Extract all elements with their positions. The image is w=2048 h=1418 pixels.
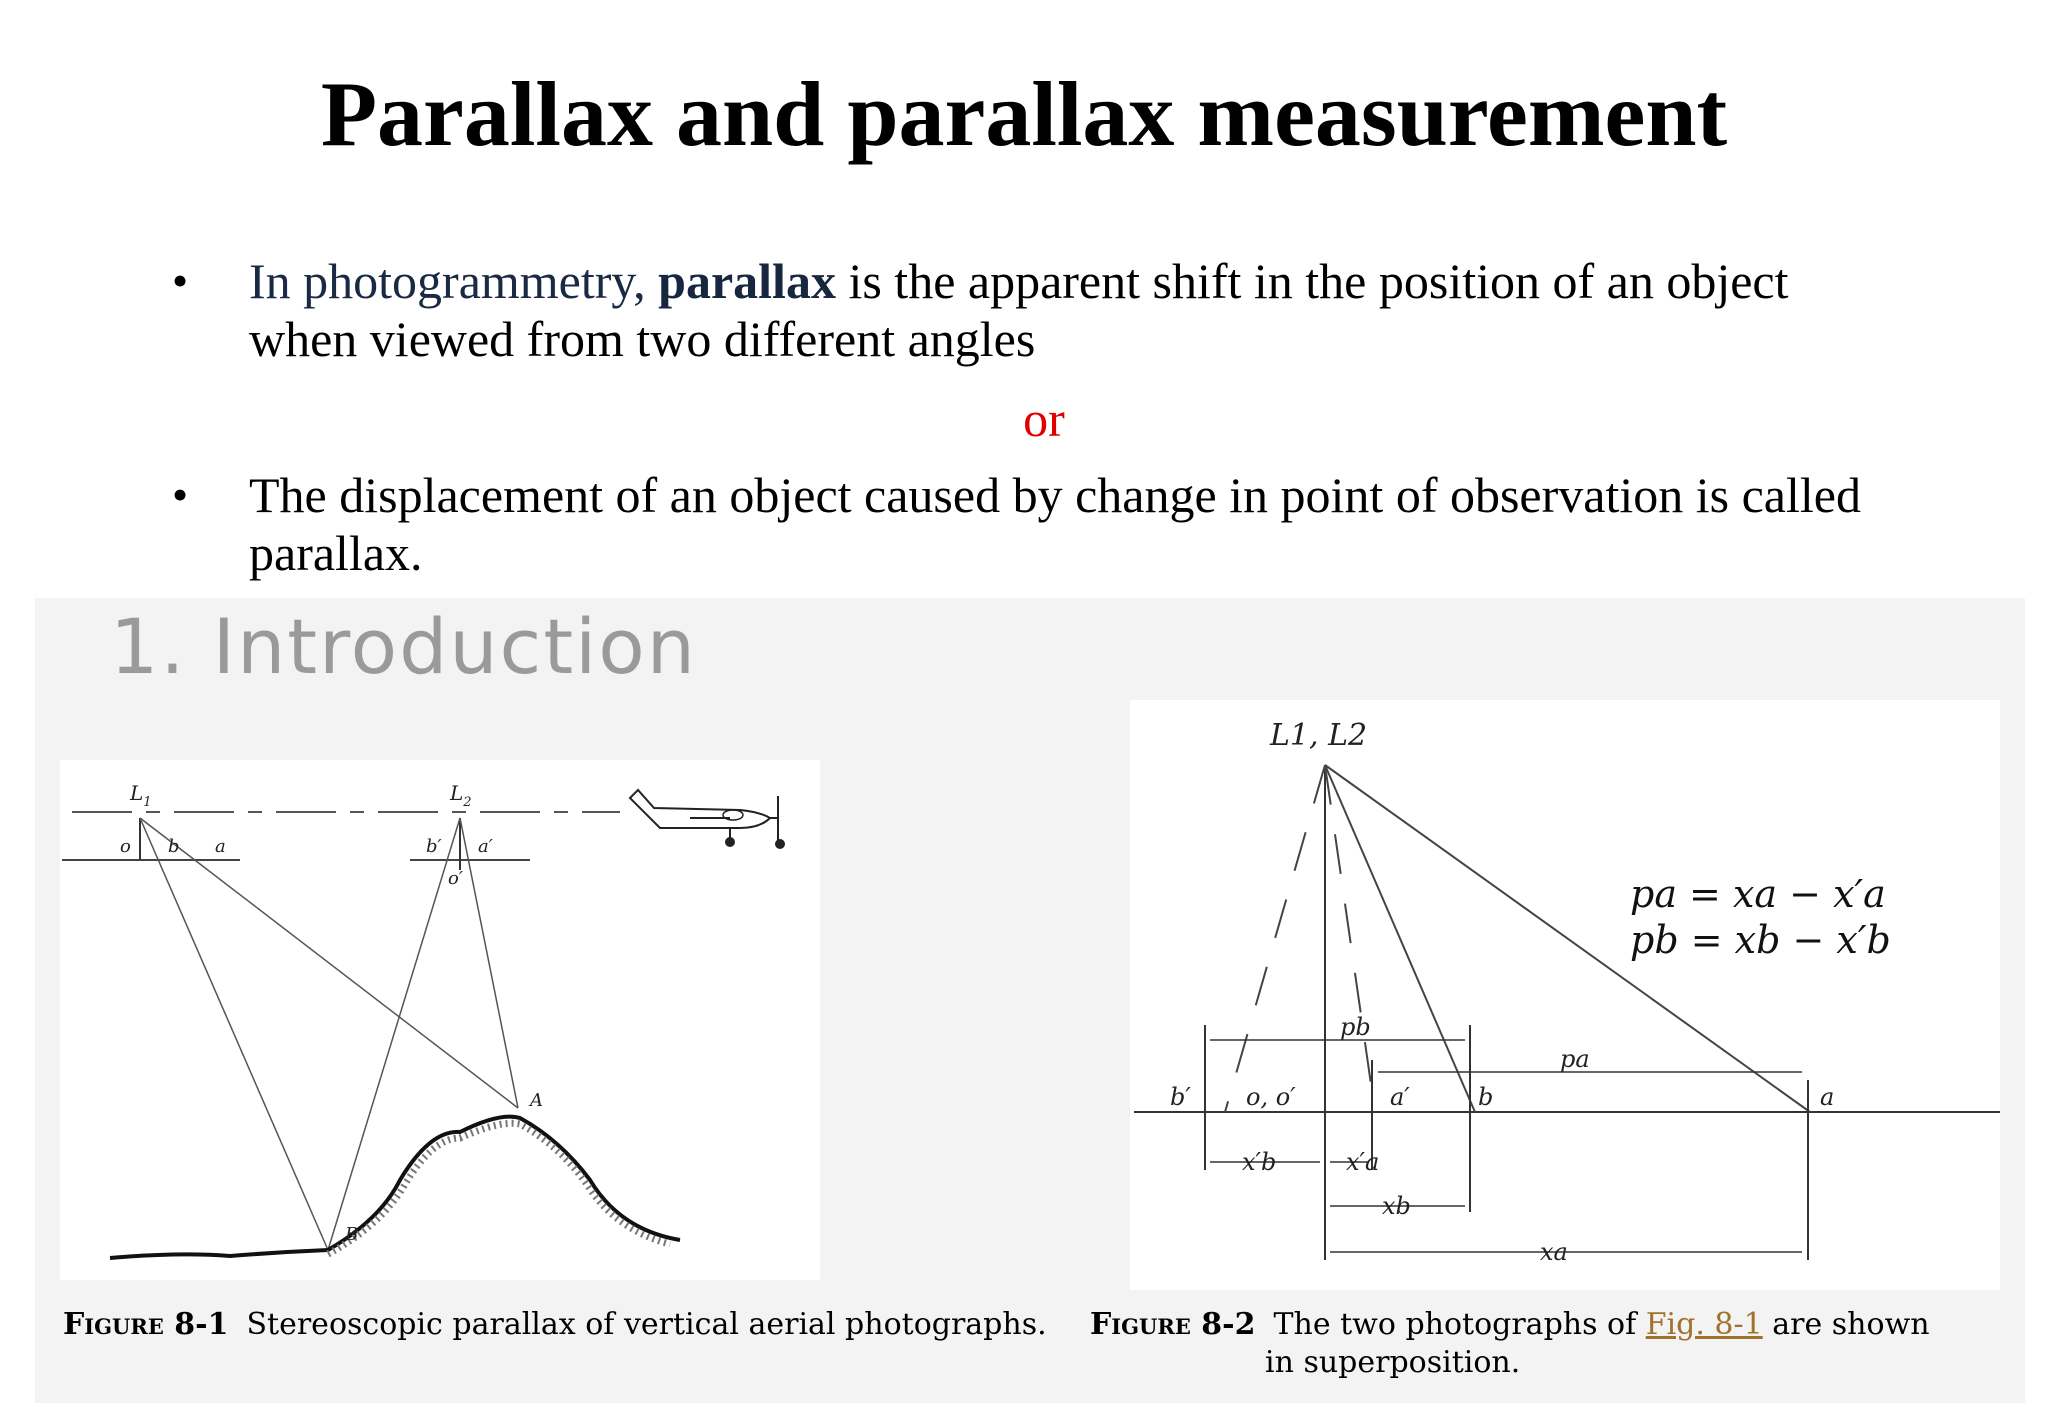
label-b-prime: b′ (1170, 1083, 1191, 1111)
label-l1: $L_1$ (130, 781, 152, 810)
label-l2: $L_2$ (450, 781, 472, 810)
figure-8-1-caption-text: Stereoscopic parallax of vertical aerial photographs. (246, 1307, 1047, 1342)
label-x-b-prime: x′b (1242, 1148, 1277, 1176)
l1-ray-to-a (140, 818, 518, 1108)
label-a-prime: a′ (478, 836, 493, 857)
label-a-prime: a′ (1390, 1083, 1410, 1111)
label-o: o (120, 836, 131, 857)
ray-to-b-prime (1225, 765, 1325, 1112)
figure-8-2-caption-text-end: are shown (1762, 1307, 1930, 1342)
figure-8-1 (60, 760, 820, 1280)
label-a: a (215, 836, 226, 857)
figure-8-2-caption-line2: in superposition. (1265, 1345, 1521, 1380)
figure-8-2 (1130, 700, 2000, 1290)
figure-8-2-caption-label: Figure 8-2 (1090, 1307, 1256, 1342)
formula-pb: pb = xb − x′b (1630, 918, 1891, 962)
label-pa: pa (1560, 1045, 1590, 1073)
label-l1-l2: L1, L2 (1270, 718, 1368, 753)
figure-8-2-caption-text: The two photographs of (1273, 1307, 1646, 1342)
airplane-icon (630, 790, 785, 849)
or-separator: or (1023, 391, 1065, 447)
terrain-profile (110, 1117, 680, 1258)
figure-8-2-drawing (1130, 700, 2000, 1290)
ray-to-a-prime (1325, 765, 1375, 1112)
label-o-prime: o′ (448, 868, 463, 889)
label-point-b: B (345, 1224, 359, 1245)
bullet-dot: • (172, 255, 189, 306)
figure-8-2-caption (1090, 1306, 1940, 1382)
slide-title: Parallax and parallax measurement (320, 63, 1728, 165)
bullet-text (249, 252, 1869, 368)
label-x-a: xa (1540, 1238, 1568, 1266)
label-o-o-prime: o, o′ (1246, 1083, 1296, 1111)
bullet-text: The displacement of an object caused by change in point of observation is called parallax. (249, 467, 1861, 581)
figure-8-1-drawing (60, 760, 820, 1280)
bullet-dot: • (172, 469, 189, 520)
bullet-prefix: In photogrammetry, (249, 253, 659, 309)
label-x-a-prime: x′a (1346, 1148, 1380, 1176)
label-b: b (168, 836, 180, 857)
parallax-term: parallax (658, 253, 836, 309)
l2-ray-to-a (460, 818, 518, 1108)
formula-pa: pa = xa − x′a (1630, 872, 1886, 916)
fig-8-1-link[interactable]: Fig. 8-1 (1645, 1307, 1763, 1342)
label-b: b (1478, 1083, 1494, 1111)
introduction-heading: 1. Introduction (110, 602, 697, 691)
label-x-b: xb (1382, 1192, 1411, 1220)
label-a: a (1820, 1083, 1835, 1111)
figure-8-1-caption (63, 1306, 1053, 1344)
terrain-hatching (328, 1123, 670, 1254)
label-point-a: A (530, 1090, 543, 1111)
l1-ray-to-b (140, 818, 328, 1250)
l2-ray-to-b (328, 818, 460, 1250)
bullet-suffix: is the apparent shift in the position of an object when viewed from two different angles (249, 253, 1789, 367)
ray-to-b (1325, 765, 1475, 1112)
label-pb: pb (1340, 1013, 1371, 1041)
figure-8-1-caption-label: Figure 8-1 (63, 1307, 229, 1342)
label-b-prime: b′ (426, 836, 442, 857)
